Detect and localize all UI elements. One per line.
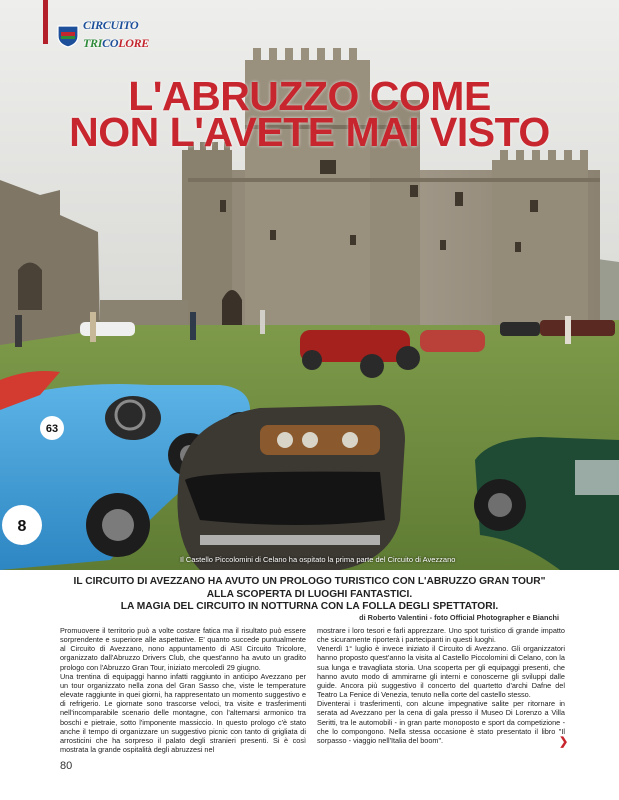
logo-text-tricolore: TRICOLORE bbox=[83, 36, 149, 50]
paragraph: Diventerai i trasferimenti, con alcune impegnative salite per ritornare in serata ad Avezzano per la cena di gala presso il Museo Di Lorenzo a Villa Seritti, tra le automobili - in gran parte monoposto e sport da competizione - che lo compongono. Nella stessa occasione è stato presentato il libro "Il sorpasso - viaggio nell'Italia del boom". bbox=[317, 699, 565, 745]
circuito-tricolore-logo bbox=[57, 16, 157, 56]
paragraph: mostrare i loro tesori e farli apprezzare. Uno spot turistico di grande impatto che sicuramente riporterà i partecipanti in questi luoghi. bbox=[317, 626, 565, 645]
logo-text-circuito: CIRCUITO bbox=[83, 18, 139, 32]
article-subtitle bbox=[0, 576, 619, 614]
car-number-8: 8 bbox=[17, 518, 27, 535]
accent-bar bbox=[43, 0, 48, 44]
subtitle-line-2: ALLA SCOPERTA DI LUOGHI FANTASTICI. bbox=[206, 588, 413, 600]
continue-arrow-icon: ❯ bbox=[559, 736, 569, 748]
paragraph: Promuovere il territorio può a volte costare fatica ma il risultato può essere sorprendente e superiore alle aspettative. E' quanto succede puntualmente al Circuito di Avezzano, nono appuntamento di ASI Circuito Tricolore, organizzato dall'Abruzzo Drivers Club, che quest'anno ha avuto un gradito prologo con l'Abruzzo Gran Tour, iniziato mercoledì 29 giugno. bbox=[60, 626, 306, 672]
car-number-63: 63 bbox=[45, 423, 59, 435]
page-number: 80 bbox=[60, 760, 73, 772]
subtitle-line-1: IL CIRCUITO DI AVEZZANO HA AVUTO UN PROLOGO TURISTICO CON L'ABRUZZO GRAN TOUR" bbox=[73, 576, 546, 587]
paragraph: Una trentina di equipaggi hanno infatti raggiunto in anticipo Avezzano per un tour organizzato nella zona del Gran Sasso che, viste le temperature elevate raggiunte in quei giorni, ha rappresentato un momento suggestivo e di refrigerio. Le giornate sono trascorse veloci, tra visite e trasferimenti nell'incomparabile scenario delle montagne, con l'alternarsi armonico tra boschi e pietraie, sotto l'imponente massiccio. In questo prologo c'è stato anche il tempo di organizzare un suggestivo picnic con tanto di grigliata di arrosticini che ha sorpreso il palato degli stranieri presenti. Si è così mostrata la grande ospitalità degli abruzzesi nel bbox=[60, 671, 306, 755]
paragraph: Venerdì 1° luglio è invece iniziato il Circuito di Avezzano. Gli organizzatori hanno proposto quest'anno la visita al Castello Piccolomini di Celano, con la sua lunga e travagliata storia. Una scoperta per gli equipaggi presenti, che hanno avuto modo di ammirarne gli interni e conoscerne gli sviluppi dalle guide. Ancora più suggestivo il concerto del quartetto d'archi Dafne del Teatro La Fenice di Venezia, tenuto nella corte del castello stesso. bbox=[317, 644, 565, 700]
byline: di Roberto Valentini - foto Official Photographer e Bianchi bbox=[359, 613, 559, 622]
headline-line-2: NON L'AVETE MAI VISTO bbox=[69, 109, 550, 155]
shield-icon bbox=[57, 24, 79, 48]
headline-line-1: L'ABRUZZO COME bbox=[128, 73, 491, 119]
body-column-left bbox=[60, 626, 306, 754]
body-column-right bbox=[317, 626, 565, 745]
subtitle-line-3: LA MAGIA DEL CIRCUITO IN NOTTURNA CON LA FOLLA DEGLI SPETTATORI. bbox=[120, 601, 499, 612]
photo-caption: Il Castello Piccolomini di Celano ha ospitato la prima parte del Circuito di Avezzano bbox=[180, 555, 456, 564]
